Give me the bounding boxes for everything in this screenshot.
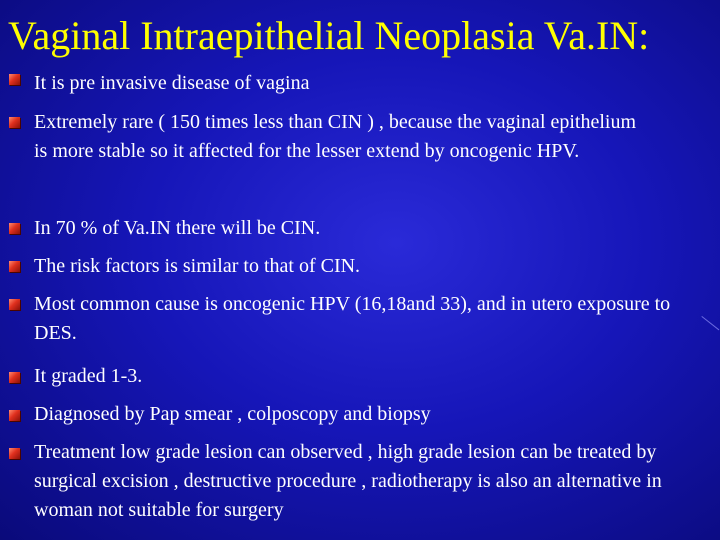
bullet-item: It is pre invasive disease of vagina <box>34 72 310 94</box>
bullet-marker-icon <box>9 74 20 85</box>
bullet-marker-icon <box>9 261 20 272</box>
bullet-marker-icon <box>9 299 20 310</box>
bullet-marker-icon <box>9 372 20 383</box>
bullet-item: Diagnosed by Pap smear , colposcopy and biopsy <box>34 403 431 425</box>
bullet-item: Extremely rare ( 150 times less than CIN ) , because the vaginal epithelium is more stable so it affected for the lesser extend by oncogenic HPV. <box>34 111 637 162</box>
bullet-item: In 70 % of Va.IN there will be CIN. <box>34 217 321 239</box>
bullet-marker-icon <box>9 448 20 459</box>
slide-title: Vaginal Intraepithelial Neoplasia Va.IN: <box>8 13 650 58</box>
bullet-item: Most common cause is oncogenic HPV (16,18and 33), and in utero exposure to DES. <box>34 293 671 344</box>
bullet-item: It graded 1-3. <box>34 365 143 387</box>
bullet-marker-icon <box>9 223 20 234</box>
bullet-marker-icon <box>9 410 20 421</box>
bullet-item: The risk factors is similar to that of CIN. <box>34 255 361 277</box>
bullet-marker-icon <box>9 117 20 128</box>
bullet-item: Treatment low grade lesion can observed , high grade lesion can be treated by surgical excision , destructive procedure , radiotherapy is also an alternative in woman not suitable for surgery <box>34 441 662 521</box>
